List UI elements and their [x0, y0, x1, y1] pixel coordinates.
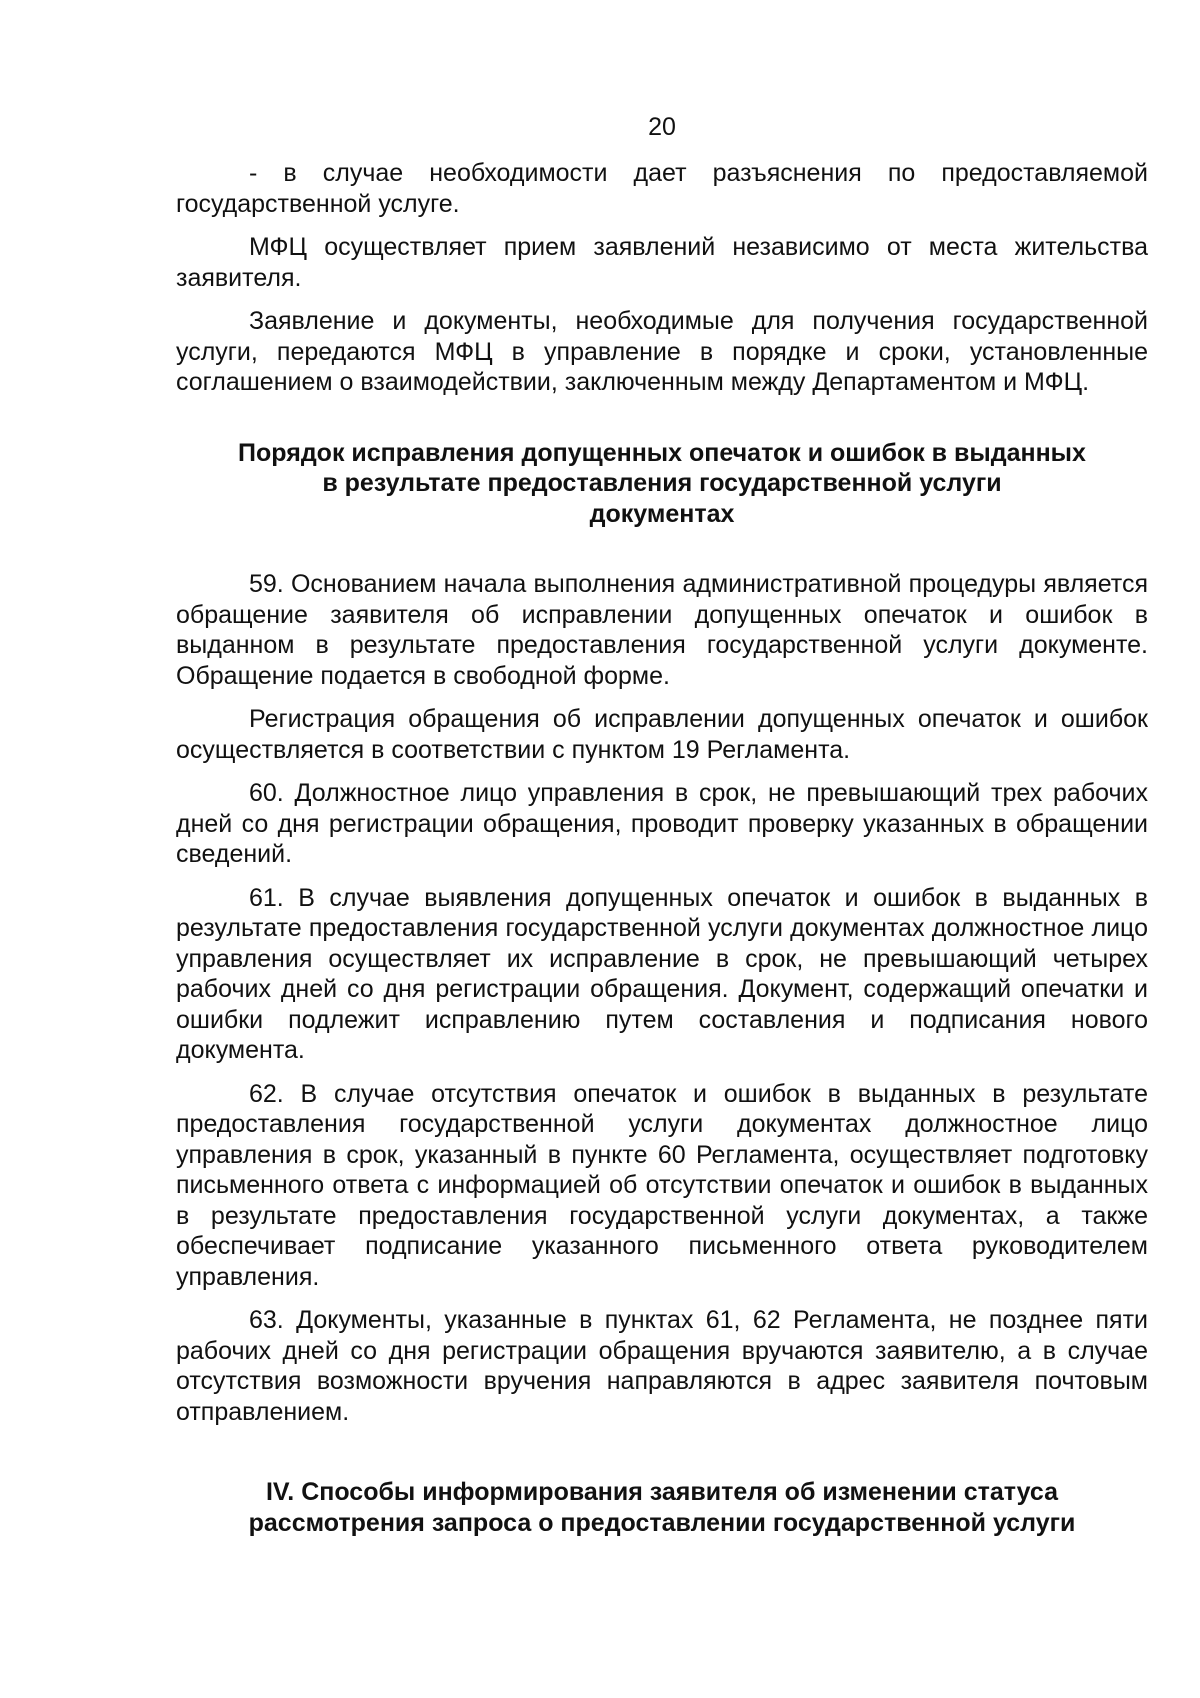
paragraph-61: 61. В случае выявления допущенных опечаток и ошибок в выданных в результате предоставления государственной услуги документах должностное лицо управления осуществляет их исправление в срок, не превышающий четырех рабочих дней со дня регистрации обращения. Документ, содержащий опечатки и ошибки подлежит исправлению путем составления и подписания нового документа.: [176, 883, 1148, 1064]
paragraph-59: 59. Основанием начала выполнения административной процедуры является обращение заявителя об исправлении допущенных опечаток и ошибок в выданном в результате предоставления государственной услуги документе. Обращение подается в свободной форме.: [176, 570, 1148, 690]
page-number: 20: [648, 113, 676, 141]
section-heading-corrections: [176, 438, 1148, 530]
paragraph: - в случае необходимости дает разъяснения по предоставляемой государственной услуге.: [176, 159, 1148, 218]
heading-line: IV. Способы информирования заявителя об изменении статуса: [265, 1478, 1059, 1506]
paragraph-60: 60. Должностное лицо управления в срок, не превышающий трех рабочих дней со дня регистрации обращения, проводит проверку указанных в обращении сведений.: [176, 779, 1148, 868]
section-heading-iv: [176, 1477, 1148, 1538]
paragraph-63: 63. Документы, указанные в пунктах 61, 62 Регламента, не позднее пяти рабочих дней со дня регистрации обращения вручаются заявителю, а в случае отсутствия возможности вручения направляются в адрес заявителя почтовым отправлением.: [176, 1306, 1148, 1426]
paragraph-62: 62. В случае отсутствия опечаток и ошибок в выданных в результате предоставления государственной услуги документах должностное лицо управления в срок, указанный в пункте 60 Регламента, осуществляет подготовку письменного ответа с информацией об отсутствии опечаток и ошибок в выданных в результате предоставления государственной услуги документах, а также обеспечивает подписание указанного письменного ответа руководителем управления.: [176, 1079, 1148, 1291]
heading-line: документах: [589, 499, 735, 528]
paragraph: Регистрация обращения об исправлении допущенных опечаток и ошибок осуществляется в соответствии с пунктом 19 Регламента.: [176, 705, 1148, 764]
heading-line: в результате предоставления государственной услуги: [322, 469, 1002, 497]
paragraph: Заявление и документы, необходимые для получения государственной услуги, передаются МФЦ в управление в порядке и сроки, установленные соглашением о взаимодействии, заключенным между Департаментом и МФЦ.: [176, 307, 1148, 396]
document-page: [176, 112, 1148, 1578]
paragraph: МФЦ осуществляет прием заявлений независимо от места жительства заявителя.: [176, 233, 1148, 292]
heading-line: рассмотрения запроса о предоставлении государственной услуги: [248, 1508, 1076, 1537]
heading-line: Порядок исправления допущенных опечаток и ошибок в выданных: [238, 438, 1086, 467]
